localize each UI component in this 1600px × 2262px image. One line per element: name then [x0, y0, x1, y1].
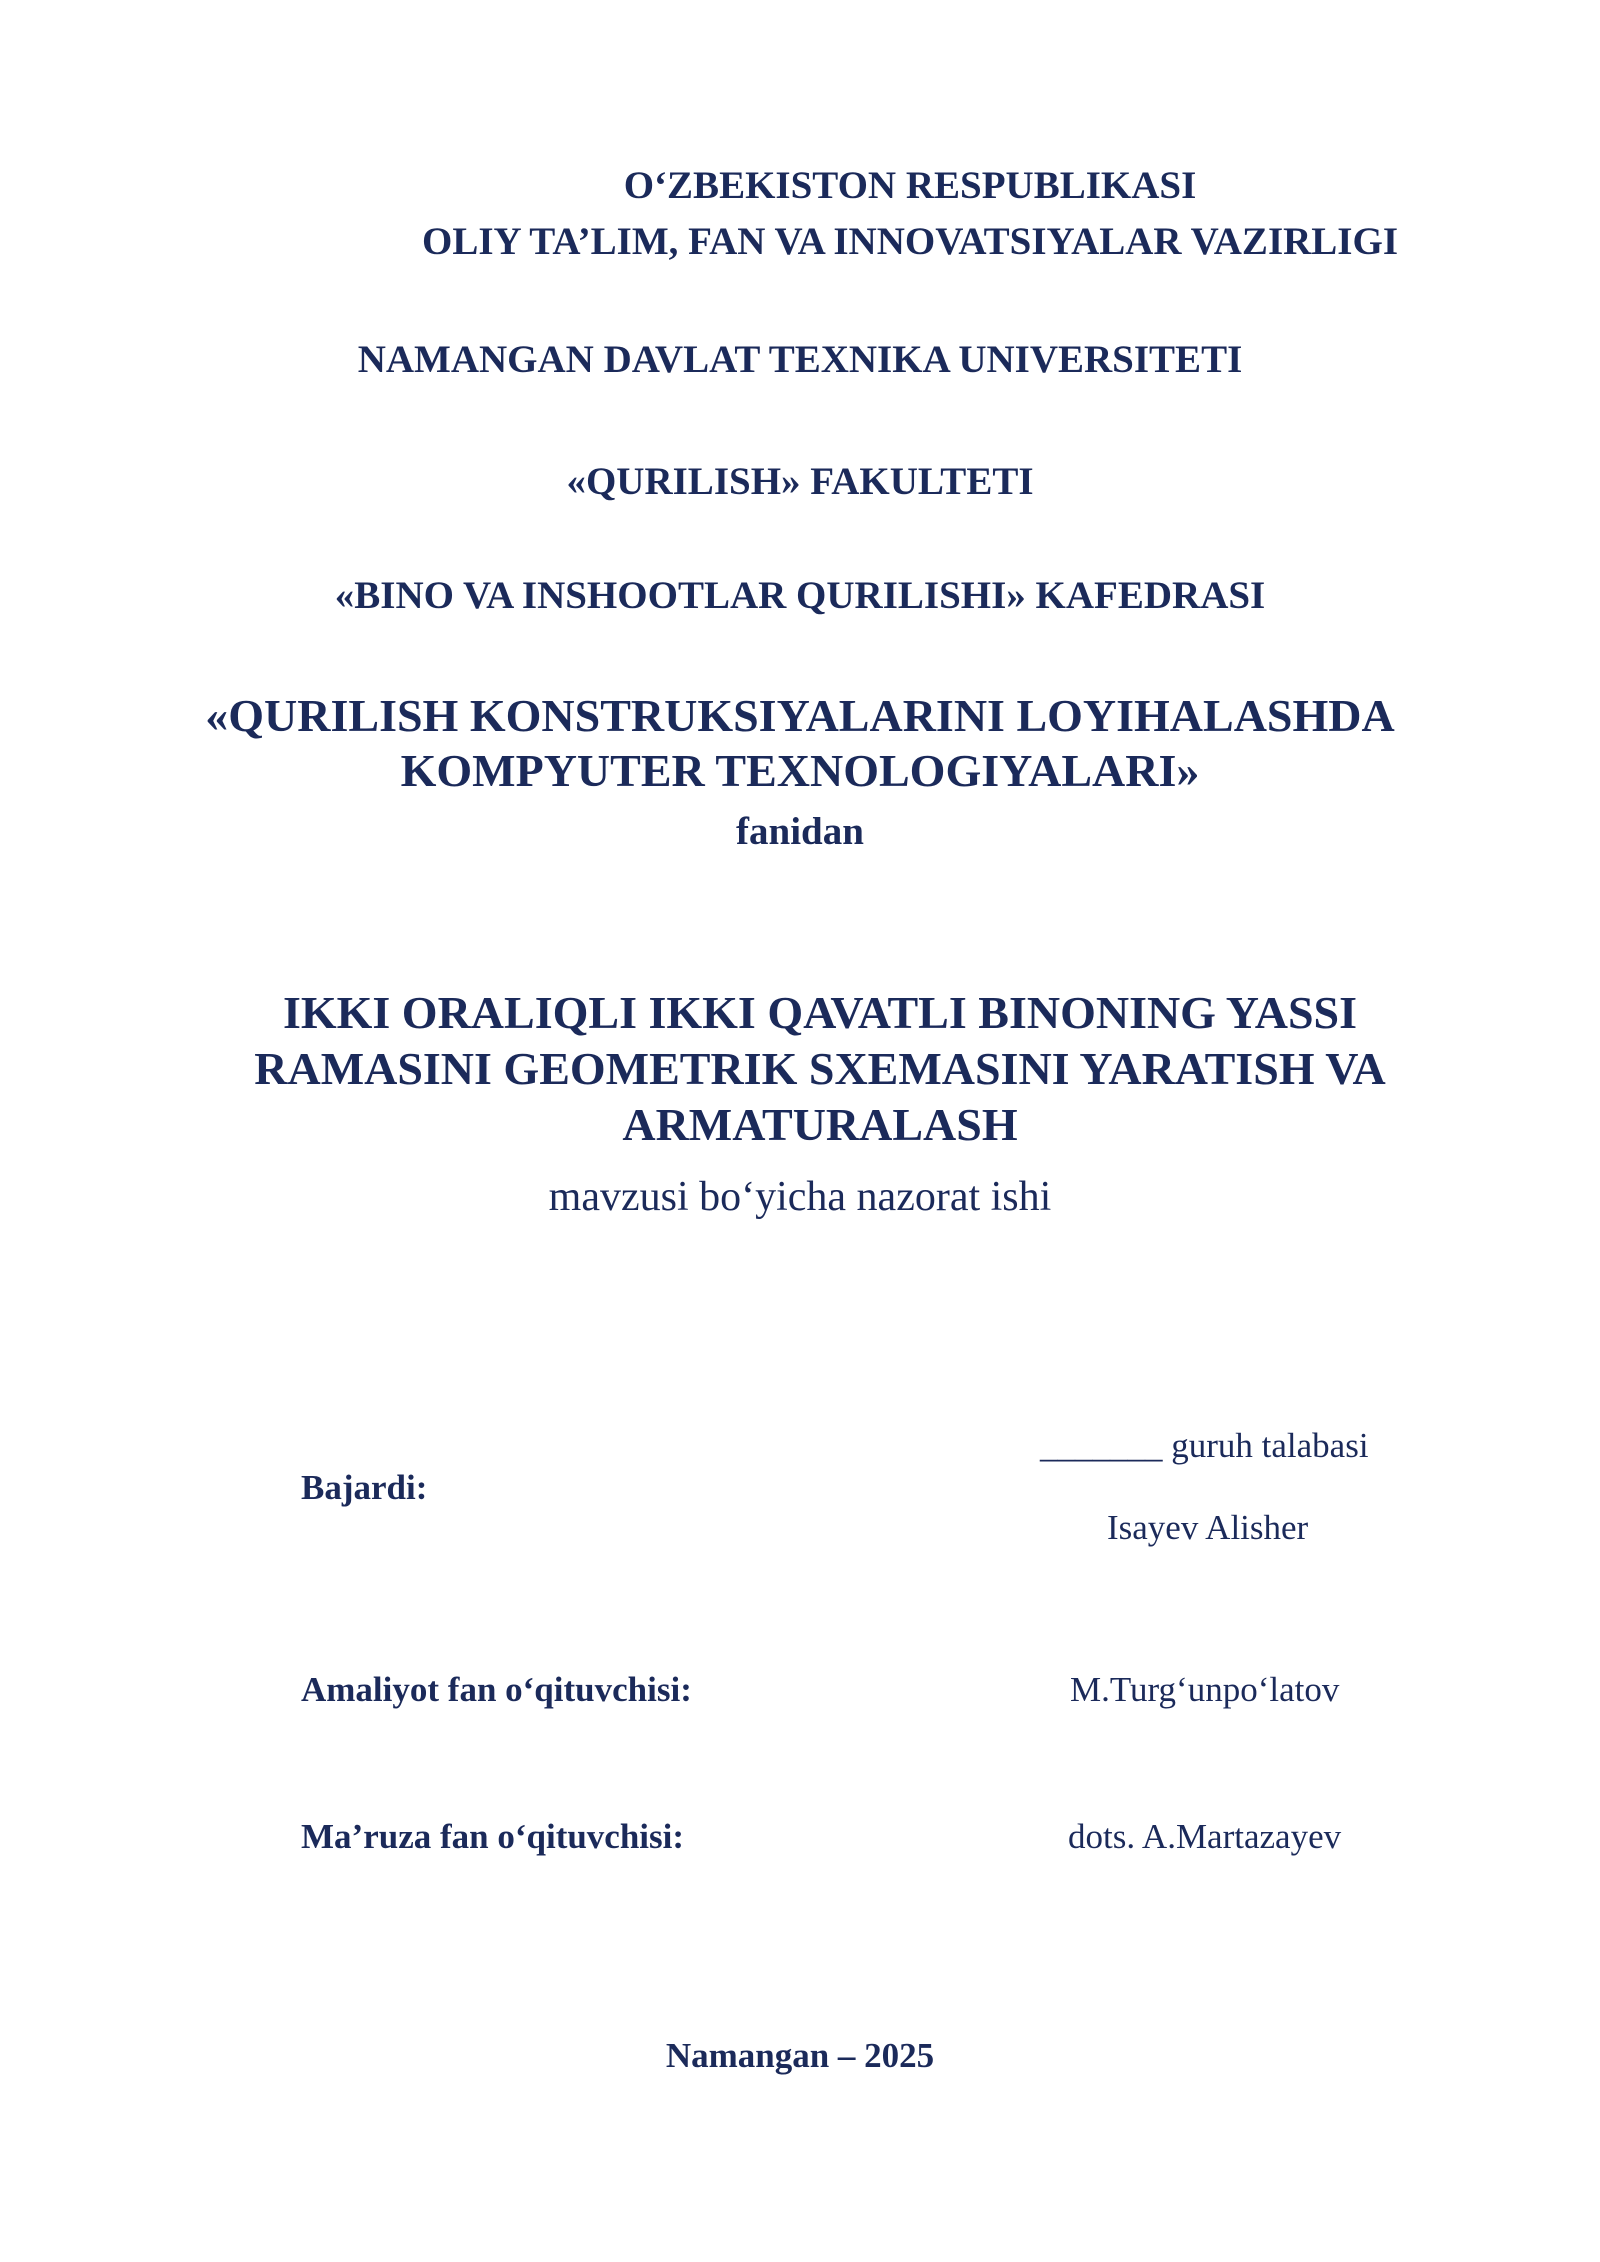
subject-line-1: «QURILISH KONSTRUKSIYALARINI LOYIHALASHDA [205, 690, 1395, 741]
lecture-teacher-label: Ma’ruza fan o‘qituvchisi: [301, 1817, 685, 1856]
topic-line-2: RAMASINI GEOMETRIK SXEMASINI YARATISH VA [254, 1043, 1386, 1094]
header-faculty: «QURILISH» FAKULTETI [566, 460, 1034, 503]
subject-suffix: fanidan [736, 810, 864, 853]
header-department: «BINO VA INSHOOTLAR QURILISHI» KAFEDRASI [334, 574, 1266, 617]
topic-suffix: mavzusi bo‘yicha nazorat ishi [548, 1174, 1052, 1220]
student-name: Isayev Alisher [1107, 1508, 1309, 1547]
header-ministry: OLIY TA’LIM, FAN VA INNOVATSIYALAR VAZIRLIGI [422, 220, 1398, 263]
lecture-teacher-name: dots. A.Martazayev [1068, 1817, 1342, 1856]
subject-line-2: KOMPYUTER TEXNOLOGIYALARI» [400, 745, 1200, 796]
header-republic: O‘ZBEKISTON RESPUBLIKASI [623, 164, 1197, 207]
group-line: _______ guruh talabasi [1040, 1426, 1369, 1465]
footer-city-year: Namangan – 2025 [665, 2036, 935, 2075]
practice-teacher-label: Amaliyot fan o‘qituvchisi: [301, 1670, 692, 1709]
practice-teacher-name: M.Turg‘unpo‘latov [1070, 1670, 1340, 1709]
topic-line-1: IKKI ORALIQLI IKKI QAVATLI BINONING YASSI [282, 987, 1358, 1038]
topic-line-3: ARMATURALASH [622, 1099, 1018, 1150]
header-university: NAMANGAN DAVLAT TEXNIKA UNIVERSITETI [357, 338, 1243, 381]
performed-label: Bajardi: [301, 1468, 428, 1507]
